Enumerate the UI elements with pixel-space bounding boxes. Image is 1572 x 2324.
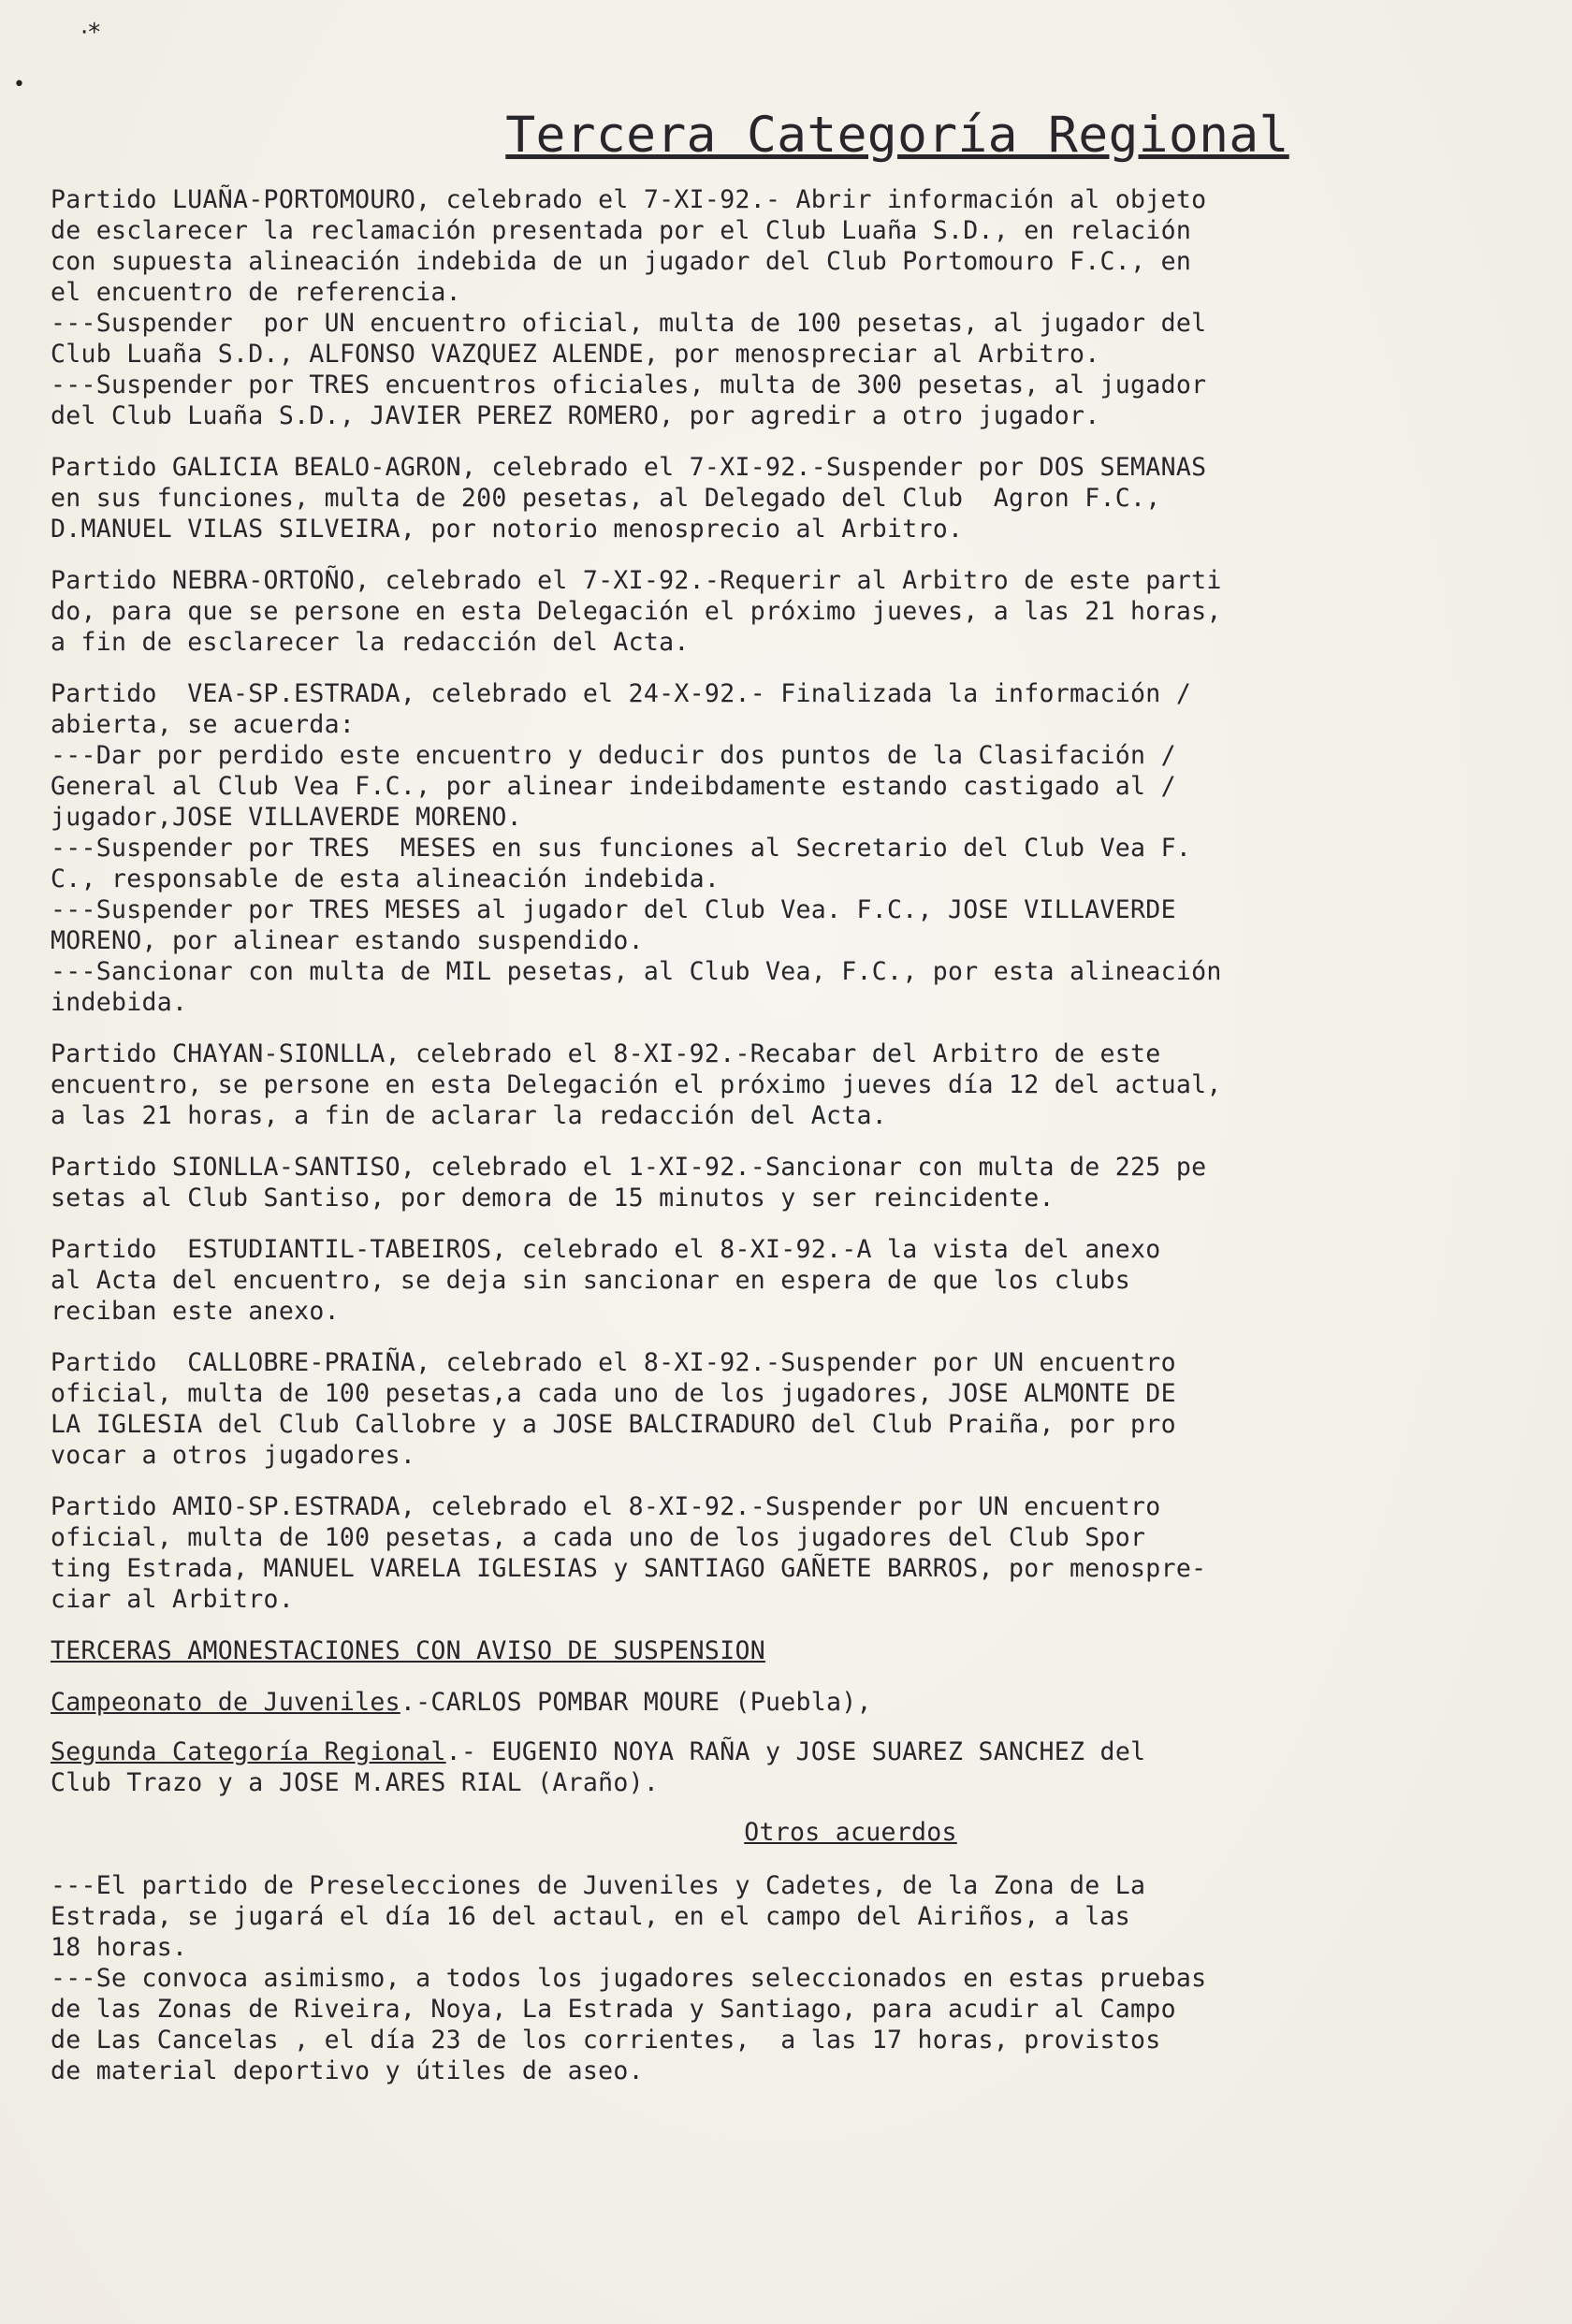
segunda-line-1: .- EUGENIO NOYA RAÑA y JOSE SUAREZ SANCHEZ del (445, 1737, 1146, 1766)
otros-paragraph (51, 1870, 1529, 2086)
text-line: ---Suspender por TRES MESES al jugador del Club Vea. F.C., JOSE VILLAVERDE (51, 895, 1176, 924)
segunda-entry (51, 1736, 1529, 1798)
text-line: ting Estrada, MANUEL VARELA IGLESIAS y SANTIAGO GAÑETE BARROS, por menospre- (51, 1554, 1207, 1583)
text-line: de las Zonas de Riveira, Noya, La Estrada y Santiago, para acudir al Campo (51, 1995, 1176, 2024)
resolution-paragraph (51, 1039, 1529, 1131)
resolution-paragraph (51, 1491, 1529, 1615)
text-line: oficial, multa de 100 pesetas, a cada uno de los jugadores del Club Spor (51, 1523, 1146, 1552)
page-title: Tercera Categoría Regional (505, 107, 1289, 164)
resolution-paragraph (51, 184, 1529, 431)
text-line: ---Suspender por TRES MESES en sus funciones al Secretario del Club Vea F. (51, 834, 1192, 863)
segunda-line-2: Club Trazo y a JOSE M.ARES RIAL (Araño). (51, 1768, 660, 1797)
text-line: de material deportivo y útiles de aseo. (51, 2056, 644, 2085)
text-line: Partido GALICIA BEALO-AGRON, celebrado el 7-XI-92.-Suspender por DOS SEMANAS (51, 453, 1207, 482)
text-line: 18 horas. (51, 1933, 188, 1962)
text-line: oficial, multa de 100 pesetas,a cada uno de los jugadores, JOSE ALMONTE DE (51, 1379, 1176, 1408)
otros-heading: Otros acuerdos (744, 1818, 957, 1847)
ink-mark: ·* (80, 19, 101, 47)
text-line: encuentro, se persone en esta Delegación el próximo jueves día 12 del actual, (51, 1070, 1222, 1099)
text-line: abierta, se acuerda: (51, 710, 356, 739)
segunda-label: Segunda Categoría Regional (51, 1737, 446, 1766)
text-line: jugador,JOSE VILLAVERDE MORENO. (51, 803, 522, 832)
text-line: ---Suspender por TRES encuentros oficiales, multa de 300 pesetas, al jugador (51, 370, 1207, 399)
text-line: vocar a otros jugadores. (51, 1441, 416, 1470)
text-line: a las 21 horas, a fin de aclarar la redacción del Acta. (51, 1101, 887, 1130)
juveniles-entry (51, 1687, 1529, 1718)
resolution-paragraph (51, 1152, 1529, 1213)
text-line: reciban este anexo. (51, 1297, 340, 1326)
juveniles-label: Campeonato de Juveniles (51, 1688, 400, 1717)
amonestaciones-heading: TERCERAS AMONESTACIONES CON AVISO DE SUSPENSION (51, 1636, 765, 1665)
text-line: Partido NEBRA-ORTOÑO, celebrado el 7-XI-92.-Requerir al Arbitro de este parti (51, 566, 1222, 595)
text-line: Partido VEA-SP.ESTRADA, celebrado el 24-X-92.- Finalizada la información / (51, 679, 1192, 708)
resolution-paragraph (51, 678, 1529, 1018)
text-line: ---Dar por perdido este encuentro y deducir dos puntos de la Clasifación / (51, 741, 1176, 770)
text-line: ---Se convoca asimismo, a todos los jugadores seleccionados en estas pruebas (51, 1964, 1207, 1993)
text-line: al Acta del encuentro, se deja sin sancionar en espera de que los clubs (51, 1266, 1131, 1295)
resolutions-list (51, 184, 1529, 1615)
text-line: MORENO, por alinear estando suspendido. (51, 926, 644, 955)
resolution-paragraph (51, 1234, 1529, 1327)
text-line: LA IGLESIA del Club Callobre y a JOSE BALCIRADURO del Club Praiña, por pro (51, 1410, 1176, 1439)
text-line: ciar al Arbitro. (51, 1585, 295, 1614)
text-line: en sus funciones, multa de 200 pesetas, al Delegado del Club Agron F.C., (51, 484, 1161, 513)
otros-list (51, 1870, 1529, 2086)
text-line: Partido AMIO-SP.ESTRADA, celebrado el 8-XI-92.-Suspender por UN encuentro (51, 1492, 1161, 1521)
text-line: indebida. (51, 988, 188, 1017)
resolution-paragraph (51, 565, 1529, 658)
text-line: Partido SIONLLA-SANTISO, celebrado el 1-XI-92.-Sancionar con multa de 225 pe (51, 1153, 1207, 1182)
text-line: Estrada, se jugará el día 16 del actaul, en el campo del Airiños, a las (51, 1902, 1131, 1931)
text-line: C., responsable de esta alineación indebida. (51, 864, 720, 893)
text-line: de Las Cancelas , el día 23 de los corrientes, a las 17 horas, provistos (51, 2026, 1161, 2055)
text-line: ---Suspender por UN encuentro oficial, multa de 100 pesetas, al jugador del (51, 309, 1207, 338)
text-line: con supuesta alineación indebida de un jugador del Club Portomouro F.C., en (51, 247, 1192, 276)
text-line: el encuentro de referencia. (51, 278, 461, 307)
document-body (51, 107, 1529, 2107)
ink-dot: • (13, 73, 25, 96)
text-line: Partido CHAYAN-SIONLLA, celebrado el 8-XI-92.-Recabar del Arbitro de este (51, 1039, 1161, 1068)
text-line: de esclarecer la reclamación presentada por el Club Luaña S.D., en relación (51, 216, 1192, 245)
text-line: ---El partido de Preselecciones de Juveniles y Cadetes, de la Zona de La (51, 1871, 1146, 1900)
text-line: Club Luaña S.D., ALFONSO VAZQUEZ ALENDE, por menospreciar al Arbitro. (51, 340, 1100, 369)
text-line: setas al Club Santiso, por demora de 15 minutos y ser reincidente. (51, 1184, 1055, 1213)
resolution-paragraph (51, 452, 1529, 545)
text-line: D.MANUEL VILAS SILVEIRA, por notorio menosprecio al Arbitro. (51, 515, 964, 544)
resolution-paragraph (51, 1347, 1529, 1471)
text-line: ---Sancionar con multa de MIL pesetas, al Club Vea, F.C., por esta alineación (51, 957, 1222, 986)
text-line: Partido ESTUDIANTIL-TABEIROS, celebrado el 8-XI-92.-A la vista del anexo (51, 1235, 1161, 1264)
text-line: a fin de esclarecer la redacción del Acta. (51, 628, 690, 657)
juveniles-text: .-CARLOS POMBAR MOURE (Puebla), (400, 1688, 872, 1717)
text-line: del Club Luaña S.D., JAVIER PEREZ ROMERO, por agredir a otro jugador. (51, 401, 1100, 430)
text-line: Partido CALLOBRE-PRAIÑA, celebrado el 8-XI-92.-Suspender por UN encuentro (51, 1348, 1176, 1377)
text-line: General al Club Vea F.C., por alinear indeibdamente estando castigado al / (51, 772, 1176, 801)
text-line: do, para que se persone en esta Delegación el próximo jueves, a las 21 horas, (51, 597, 1222, 626)
text-line: Partido LUAÑA-PORTOMOURO, celebrado el 7-XI-92.- Abrir información al objeto (51, 185, 1207, 214)
